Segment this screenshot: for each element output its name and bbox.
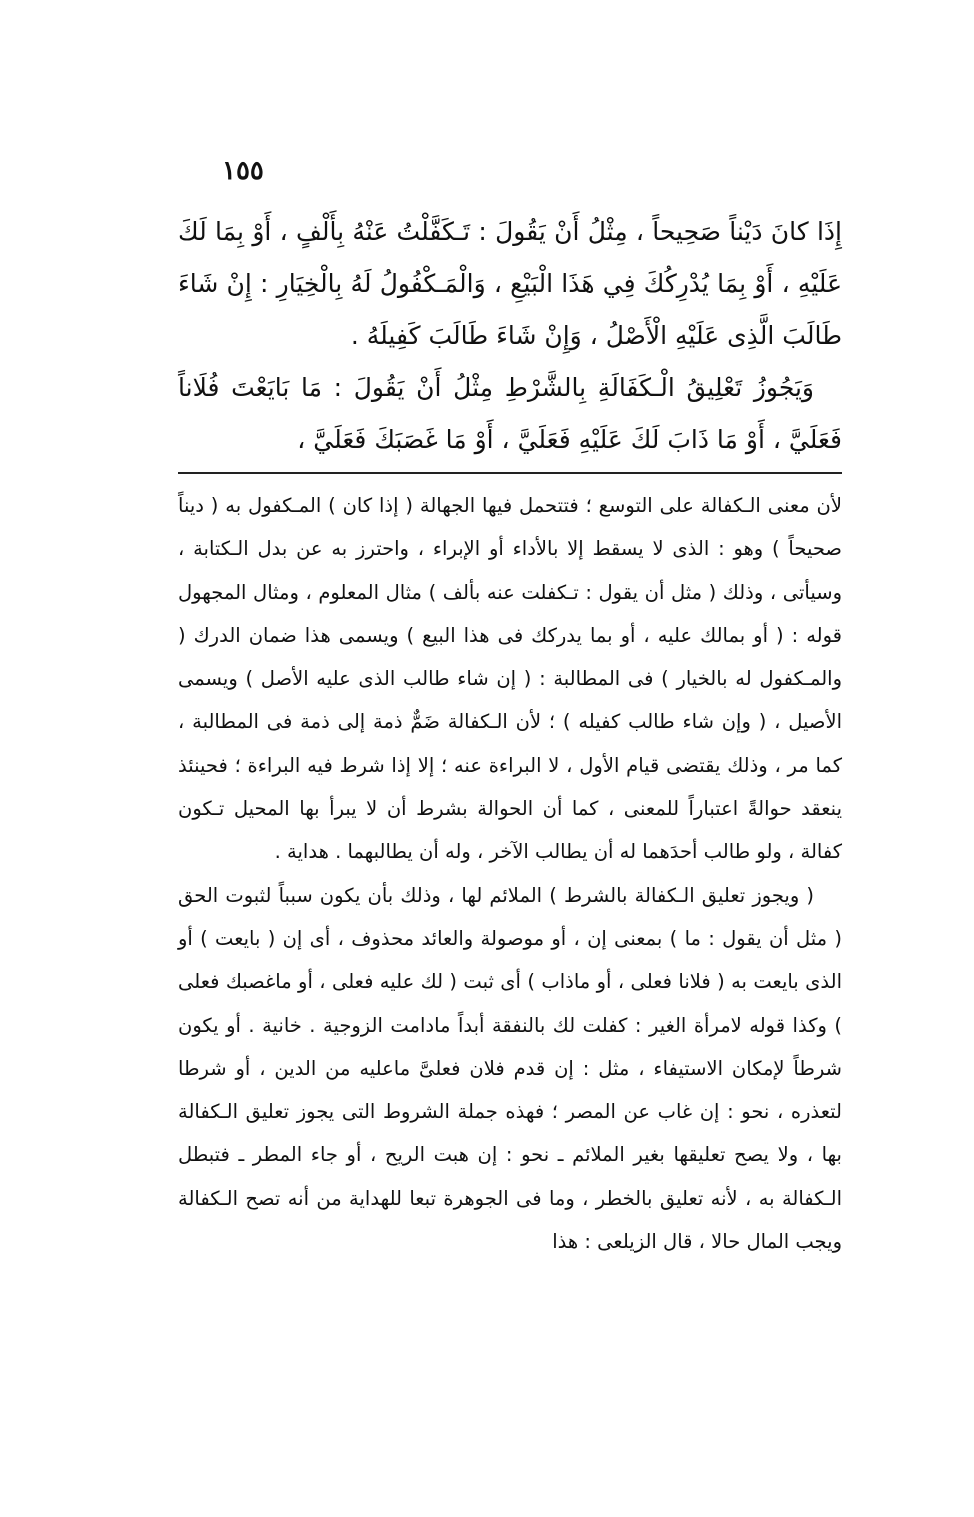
main-text [178, 206, 842, 466]
page-number: ١٥٥ [222, 156, 264, 186]
main-text-paragraph-1: إِذَا كانَ دَيْناً صَحِيحاً ، مِثْلُ أَنْ يَقُولَ : تَـكَفَّلْتُ عَنْهُ بِأَلْفٍ ، أَوْ بِمَا لَكَ عَلَيْهِ ، أَوْ بِمَا يُدْرِكُكَ فِي هَذَا الْبَيْعِ ، وَالْمَـكْفُولُ لَهُ بِالْخِيَارِ : إِنْ شَاءَ طَالَبَ الَّذِى عَلَيْهِ الْأَصْلُ ، وَإِنْ شَاءَ طَالَبَ كَفِيلَهُ . [178, 217, 842, 350]
commentary-paragraph-2: ( ويجوز تعليق الـكفالة بالشرط ) الملائم لها ، وذلك بأن يكون سبباً لثبوت الحق ( مثل أن يقول : ما ) بمعنى إن ، أو موصولة والعائد محذوف ، أى إن ( بايعت ) أو الذى بايعت به ( فلانا فعلى ، أو ماذاب ) أى ثبت ( لك عليه فعلى ، أو ماغصبك فعلى ) وكذا قوله لامرأة الغير : كفلت لك بالنفقة أبداً مادامت الزوجية . خانية . أو يكون شرطاً لإمكان الاستيفاء ، مثل : إن قدم فلان فعلىَّ ماعليه من الدين ، أو شرطا لتعذره ، نحو : إن غاب عن المصر ؛ فهذه جملة الشروط التى يجوز تعليق الـكفالة بها ، ولا يصح تعليقها بغير الملائم ـ نحو : إن هبت الريح ، أو جاء المطر ـ فتبطل الـكفالة به ، لأنه تعليق بالخطر ، وما فى الجوهرة تبعا للهداية من أنه تصح الـكفالة ويجب المال حالا ، قال الزيلعى : هذا [178, 883, 842, 1254]
commentary-paragraph-1: لأن معنى الـكفالة على التوسع ؛ فتتحمل فيها الجهالة ( إذا كان ) المـكفول به ( ديناً صحيحاً ) وهو : الذى لا يسقط إلا بالأداء أو الإبراء ، واحترز به عن بدل الـكتابة ، وسيأتى ، وذلك ( مثل أن يقول : تـكفلت عنه بألف ) مثال المعلوم ، ومثال المجهول قوله : ( أو بمالك عليه ، أو بما يدركك فى هذا البيع ) ويسمى هذا ضمان الدرك ( والمـكفول له بالخيار ) فى المطالبة : ( إن شاء طالب الذى عليه الأصل ) ويسمى الأصيل ، ( وإن شاء طالب كفيله ) ؛ لأن الـكفالة ضَمٌّ ذمة إلى ذمة فى المطالبة ، كما مر ، وذلك يقتضى قيام الأول ، لا البراءة عنه ؛ إلا إذا شرط فيه البراءة ؛ فحينئذ ينعقد حوالةً اعتباراً للمعنى ، كما أن الحوالة بشرط أن لا يبرأ بها المحيل تـكون كفالة ، ولو طالب أحدَهما له أن يطالب الآخر ، وله أن يطالبهما . هداية . [178, 494, 842, 864]
main-text-paragraph-2: وَيَجُوزُ تَعْلِيقُ الْـكَفَالَةِ بِالشَّرْطِ مِثْلُ أَنْ يَقُولَ : مَا بَايَعْتَ فُلَاناً فَعَلَيَّ ، أَوْ مَا ذَابَ لَكَ عَلَيْهِ فَعَلَيَّ ، أَوْ مَا غَصَبَكَ فَعَلَيَّ ، [178, 373, 842, 454]
footnote-divider [178, 472, 842, 474]
commentary-text [178, 484, 842, 1263]
